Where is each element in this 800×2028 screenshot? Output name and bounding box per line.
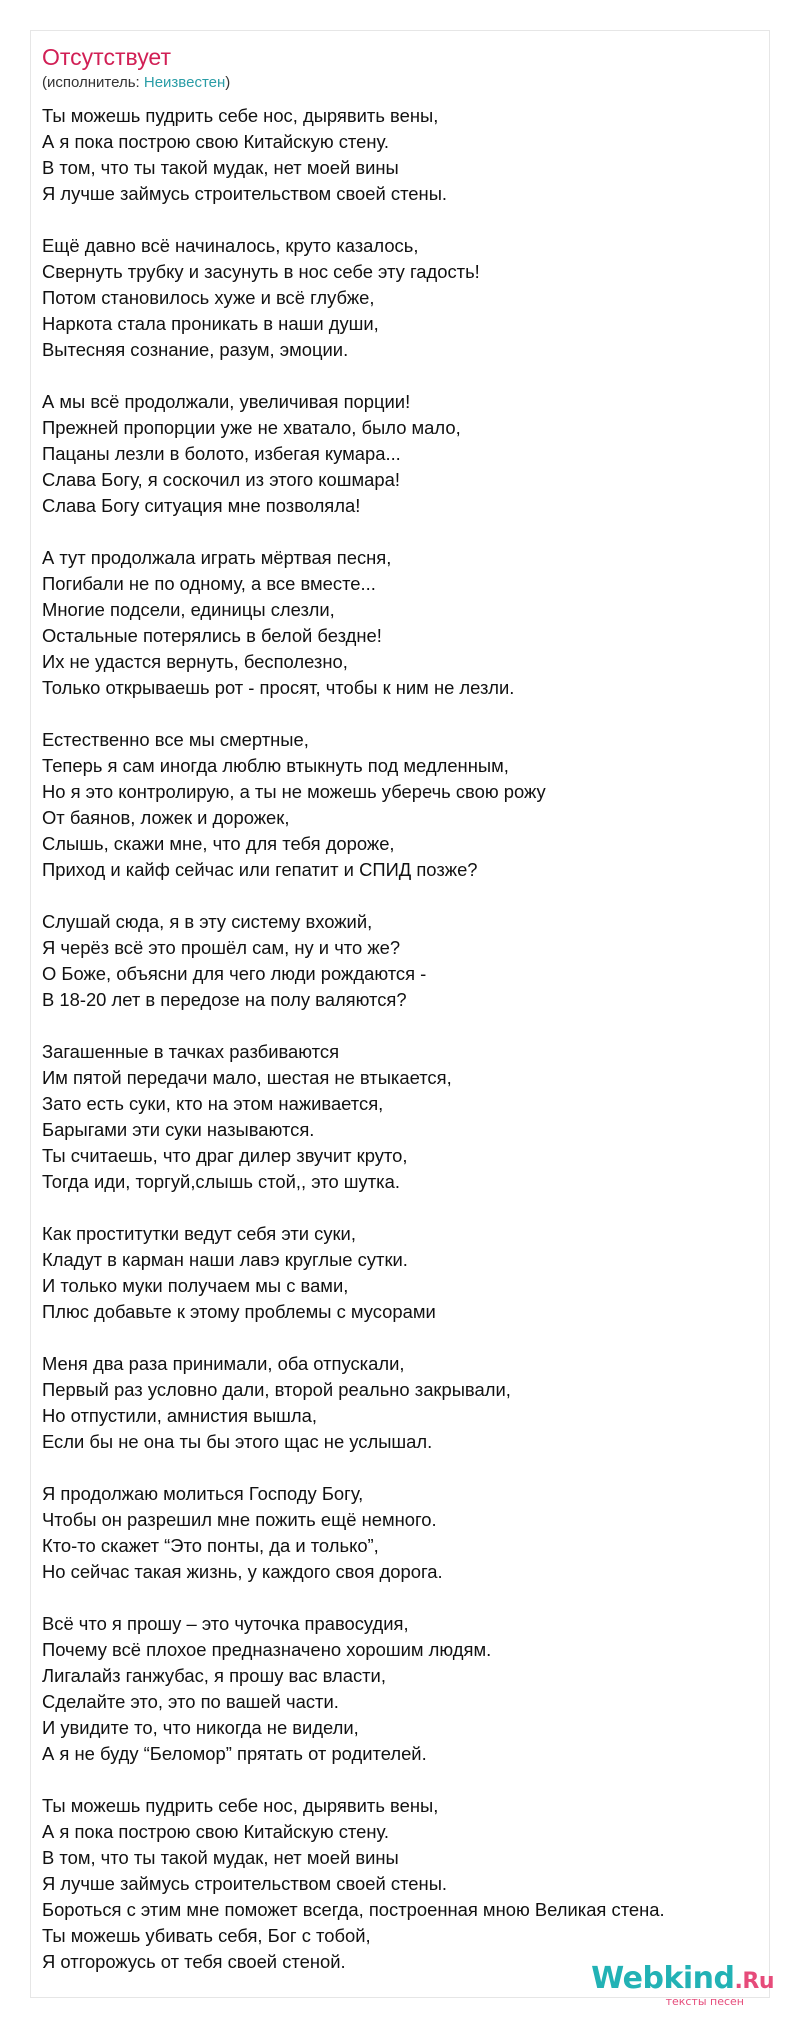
- lyrics-line: И только муки получаем мы с вами,: [42, 1275, 349, 1296]
- logo-tld: .Ru: [734, 1969, 774, 1994]
- lyrics-stanza: [42, 909, 762, 1013]
- lyrics-line: А я не буду “Беломор” прятать от родителей.: [42, 1743, 427, 1764]
- lyrics-line: Барыгами эти суки называются.: [42, 1119, 315, 1140]
- lyrics-line: Меня два раза принимали, оба отпускали,: [42, 1353, 405, 1374]
- lyrics-line: Зато есть суки, кто на этом наживается,: [42, 1093, 384, 1114]
- lyrics-line: Кто-то скажет “Это понты, да и только”,: [42, 1535, 379, 1556]
- lyrics-line: Только открываешь рот - просят, чтобы к ним не лезли.: [42, 677, 515, 698]
- logo-name: Webkind: [591, 1961, 735, 1996]
- logo-tagline: тексты песен: [665, 1995, 744, 2008]
- lyrics-line: Если бы не она ты бы этого щас не услышал.: [42, 1431, 433, 1452]
- lyrics-line: Первый раз условно дали, второй реально закрывали,: [42, 1379, 511, 1400]
- lyrics-line: Я отгорожусь от тебя своей стеной.: [42, 1951, 346, 1972]
- lyrics-line: Наркота стала проникать в наши души,: [42, 313, 379, 334]
- lyrics-line: Загашенные в тачках разбиваются: [42, 1041, 340, 1062]
- lyrics-line: Как проститутки ведут себя эти суки,: [42, 1223, 356, 1244]
- lyrics-line: А я пока построю свою Китайскую стену.: [42, 131, 389, 152]
- lyrics-line: Погибали не по одному, а все вместе...: [42, 573, 376, 594]
- lyrics-line: Всё что я прошу – это чуточка правосудия,: [42, 1613, 409, 1634]
- lyrics-line: Приход и кайф сейчас или гепатит и СПИД позже?: [42, 859, 478, 880]
- song-title: Отсутствует: [42, 44, 171, 70]
- lyrics-line: Я лучше займусь строительством своей стены.: [42, 183, 448, 204]
- lyrics-line: Но отпустили, амнистия вышла,: [42, 1405, 317, 1426]
- lyrics-line: Кладут в карман наши лавэ круглые сутки.: [42, 1249, 408, 1270]
- lyrics-line: А тут продолжала играть мёртвая песня,: [42, 547, 392, 568]
- lyrics-line: Я лучше займусь строительством своей стены.: [42, 1873, 448, 1894]
- lyrics-line: В том, что ты такой мудак, нет моей вины: [42, 1847, 399, 1868]
- lyrics-line: Но я это контролирую, а ты не можешь уберечь свою рожу: [42, 781, 546, 802]
- site-logo[interactable]: [591, 1962, 774, 2008]
- lyrics-line: Бороться с этим мне поможет всегда, построенная мною Великая стена.: [42, 1899, 665, 1920]
- lyrics-line: И увидите то, что никогда не видели,: [42, 1717, 359, 1738]
- lyrics-line: Ты можешь убивать себя, Бог с тобой,: [42, 1925, 371, 1946]
- artist-prefix: (исполнитель:: [42, 74, 144, 91]
- lyrics-line: Слушай сюда, я в эту систему вхожий,: [42, 911, 373, 932]
- lyrics-line: Вытесняя сознание, разум, эмоции.: [42, 339, 349, 360]
- lyrics-line: Их не удастся вернуть, бесполезно,: [42, 651, 348, 672]
- lyrics-line: Слышь, скажи мне, что для тебя дороже,: [42, 833, 395, 854]
- artist-link[interactable]: Неизвестен: [143, 74, 226, 91]
- lyrics-line: От баянов, ложек и дорожек,: [42, 807, 290, 828]
- lyrics-line: Им пятой передачи мало, шестая не втыкается,: [42, 1067, 452, 1088]
- logo-wordmark: [591, 1962, 774, 1999]
- lyrics-line: Но сейчас такая жизнь, у каждого своя дорога.: [42, 1561, 443, 1582]
- lyrics-line: В том, что ты такой мудак, нет моей вины: [42, 157, 399, 178]
- lyrics-line: Потом становилось хуже и всё глубже,: [42, 287, 375, 308]
- lyrics-line: В 18-20 лет в передозе на полу валяются?: [42, 989, 407, 1010]
- lyrics-line: Многие подсели, единицы слезли,: [42, 599, 335, 620]
- lyrics-line: Ты считаешь, что драг дилер звучит круто,: [42, 1145, 408, 1166]
- lyrics-line: Естественно все мы смертные,: [42, 729, 309, 750]
- artist-line: [42, 74, 230, 92]
- lyrics-line: Сделайте это, это по вашей части.: [42, 1691, 339, 1712]
- lyrics-line: Тогда иди, торгуй,слышь стой,, это шутка.: [42, 1171, 400, 1192]
- lyrics-stanza: [42, 1221, 762, 1325]
- lyrics-stanza: [42, 1351, 762, 1455]
- lyrics-stanza: [42, 103, 762, 207]
- lyrics-line: Ещё давно всё начиналось, круто казалось,: [42, 235, 419, 256]
- lyrics-line: Прежней пропорции уже не хватало, было мало,: [42, 417, 461, 438]
- lyrics-stanza: [42, 1611, 762, 1767]
- lyrics-stanza: [42, 1793, 762, 1975]
- lyrics-body: [42, 103, 762, 1975]
- lyrics-line: Пацаны лезли в болото, избегая кумара...: [42, 443, 401, 464]
- lyrics-stanza: [42, 727, 762, 883]
- lyrics-line: Слава Богу, я соскочил из этого кошмара!: [42, 469, 400, 490]
- lyrics-line: Остальные потерялись в белой бездне!: [42, 625, 382, 646]
- artist-suffix: ): [225, 74, 231, 91]
- lyrics-line: А мы всё продолжали, увеличивая порции!: [42, 391, 411, 412]
- lyrics-line: О Боже, объясни для чего люди рождаются -: [42, 963, 427, 984]
- lyrics-line: Почему всё плохое предназначено хорошим людям.: [42, 1639, 492, 1660]
- lyrics-stanza: [42, 233, 762, 363]
- lyrics-line: Слава Богу ситуация мне позволяла!: [42, 495, 361, 516]
- lyrics-line: Теперь я сам иногда люблю втыкнуть под медленным,: [42, 755, 509, 776]
- lyrics-line: Я черёз всё это прошёл сам, ну и что же?: [42, 937, 401, 958]
- lyrics-line: Плюс добавьте к этому проблемы с мусорами: [42, 1301, 436, 1322]
- lyrics-line: Ты можешь пудрить себе нос, дырявить вены,: [42, 1795, 439, 1816]
- lyrics-stanza: [42, 545, 762, 701]
- lyrics-line: Ты можешь пудрить себе нос, дырявить вены,: [42, 105, 439, 126]
- lyrics-line: Чтобы он разрешил мне пожить ещё немного.: [42, 1509, 437, 1530]
- lyrics-stanza: [42, 1039, 762, 1195]
- lyrics-line: Свернуть трубку и засунуть в нос себе эту гадость!: [42, 261, 480, 282]
- lyrics-line: А я пока построю свою Китайскую стену.: [42, 1821, 389, 1842]
- lyrics-stanza: [42, 1481, 762, 1585]
- lyrics-line: Я продолжаю молиться Господу Богу,: [42, 1483, 364, 1504]
- lyrics-line: Лигалайз ганжубас, я прошу вас власти,: [42, 1665, 386, 1686]
- lyrics-stanza: [42, 389, 762, 519]
